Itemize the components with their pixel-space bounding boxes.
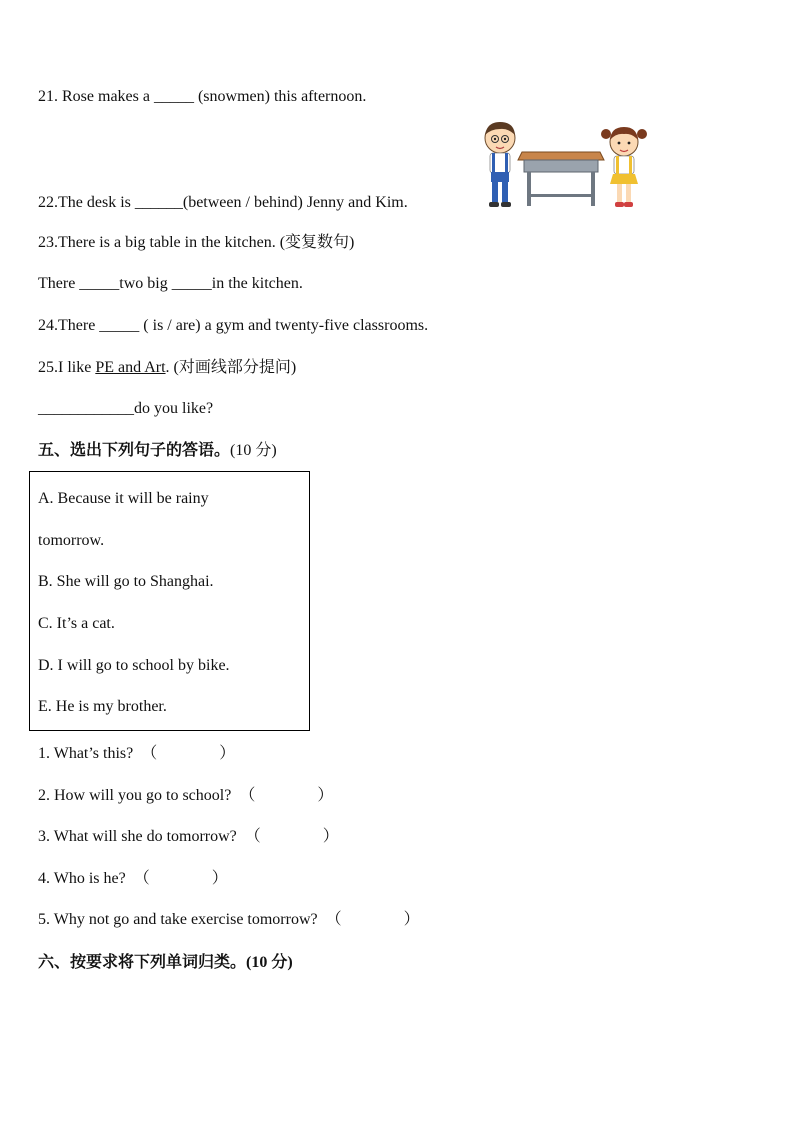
section-5-score: (10 分)	[230, 442, 277, 459]
q25-post: . (对画线部分提问)	[165, 359, 297, 376]
match-q2-text: 2. How will you go to school?	[38, 787, 232, 804]
q25-underlined: PE and Art	[95, 359, 166, 376]
section-6-score: (10 分)	[246, 954, 293, 971]
boy-figure	[485, 122, 515, 207]
section-6-heading	[38, 952, 293, 973]
question-25-answer-line: ____________do you like?	[38, 400, 214, 417]
option-c: C. It’s a cat.	[38, 615, 115, 632]
option-b: B. She will go to Shanghai.	[38, 573, 214, 590]
option-a-continued: tomorrow.	[38, 532, 105, 549]
girl-figure	[601, 127, 647, 207]
match-q3-paren-open: （	[244, 828, 261, 845]
boy-desk-girl-illustration	[478, 120, 650, 212]
match-q2-paren-open: （	[239, 787, 256, 804]
match-q1-paren-open: （	[141, 745, 158, 762]
question-23: 23.There is a big table in the kitchen. (变复数句)	[38, 234, 355, 251]
match-q5-paren-open: （	[325, 911, 342, 928]
match-q2-paren-close: ）	[317, 787, 334, 804]
match-q4-paren-close: ）	[211, 870, 228, 887]
question-25	[38, 358, 296, 378]
match-q3-text: 3. What will she do tomorrow?	[38, 828, 237, 845]
question-24: 24.There _____ ( is / are) a gym and twenty-five classrooms.	[38, 317, 429, 334]
desk-figure	[518, 152, 604, 206]
option-d: D. I will go to school by bike.	[38, 657, 230, 674]
question-21: 21. Rose makes a _____ (snowmen) this afternoon.	[38, 88, 367, 105]
q25-pre: 25.I like	[38, 359, 96, 376]
match-q1-paren-close: ）	[219, 745, 236, 762]
match-question-4	[38, 869, 228, 889]
match-question-5	[38, 910, 420, 930]
option-a: A. Because it will be rainy	[38, 490, 209, 507]
answer-options-box	[29, 471, 310, 731]
match-q1-text: 1. What’s this?	[38, 745, 134, 762]
match-question-1	[38, 744, 235, 764]
match-q5-paren-close: ）	[403, 911, 420, 928]
match-question-3	[38, 827, 339, 847]
match-q4-paren-open: （	[133, 870, 150, 887]
question-23-answer-line: There _____two big _____in the kitchen.	[38, 275, 303, 292]
match-q5-text: 5. Why not go and take exercise tomorrow?	[38, 911, 318, 928]
match-q3-paren-close: ）	[322, 828, 339, 845]
question-22: 22.The desk is ______(between / behind) Jenny and Kim.	[38, 194, 408, 211]
option-e: E. He is my brother.	[38, 698, 167, 715]
match-q4-text: 4. Who is he?	[38, 870, 126, 887]
section-5-title: 五、选出下列句子的答语。	[38, 440, 231, 459]
match-question-2	[38, 786, 333, 806]
section-5-heading	[38, 440, 277, 461]
section-6-title: 六、按要求将下列单词归类。	[38, 952, 247, 971]
